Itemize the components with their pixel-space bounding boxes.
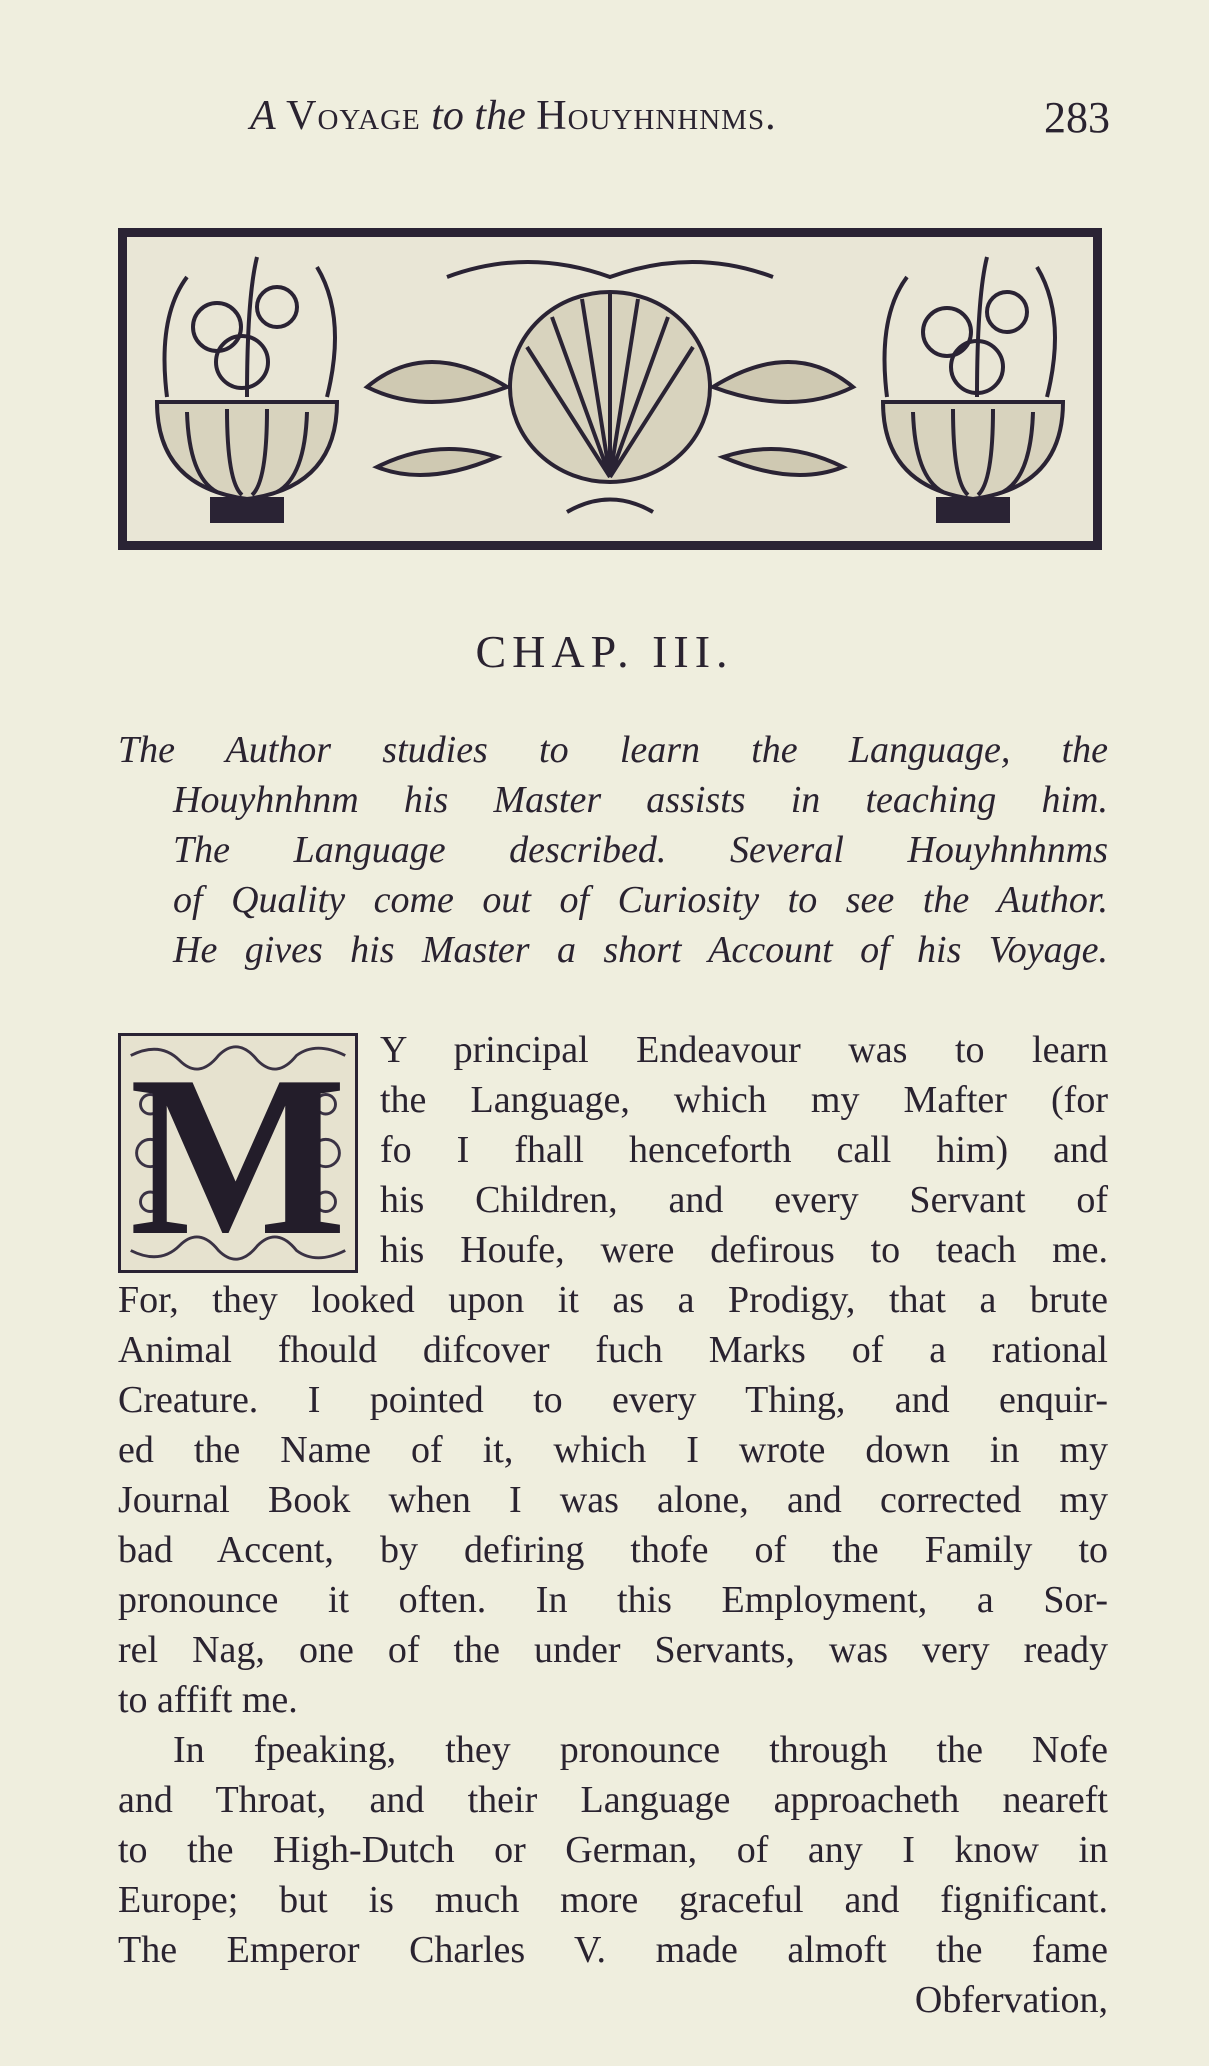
body-line: and Throat, and their Language approacheth neareft bbox=[118, 1779, 1108, 1821]
page-number: 283 bbox=[1044, 93, 1110, 142]
synopsis-line: He gives his Master a short Account of his Voyage. bbox=[173, 929, 1108, 971]
decorated-initial bbox=[118, 1028, 358, 1283]
chapter-heading: CHAP. III. bbox=[475, 626, 734, 677]
title-houyhnhnms: Houyhnhnms. bbox=[536, 93, 777, 139]
catchword: Obfervation, bbox=[914, 1979, 1108, 2021]
synopsis-line: of Quality come out of Curiosity to see the Author. bbox=[173, 879, 1108, 921]
body-line: rel Nag, one of the under Servants, was very ready bbox=[118, 1629, 1108, 1671]
synopsis-line: The Author studies to learn the Language, the bbox=[118, 729, 1108, 771]
title-article: A bbox=[250, 93, 276, 139]
title-to-the: to the bbox=[431, 93, 526, 139]
running-title bbox=[250, 92, 777, 140]
drop-cap-letter: M bbox=[129, 1028, 347, 1283]
body-line: Creature. I pointed to every Thing, and enquir- bbox=[118, 1379, 1108, 1421]
title-voyage: Voyage bbox=[286, 93, 421, 139]
body-line: to the High-Dutch or German, of any I know in bbox=[118, 1829, 1108, 1871]
body-line: his Children, and every Servant of bbox=[380, 1179, 1108, 1221]
body-line: fo I fhall henceforth call him) and bbox=[380, 1129, 1108, 1171]
synopsis-line: The Language described. Several Houyhnhnms bbox=[173, 829, 1108, 871]
headpiece-ornament bbox=[118, 228, 1102, 550]
running-header bbox=[250, 92, 1110, 152]
body-line: Journal Book when I was alone, and corrected my bbox=[118, 1479, 1108, 1521]
synopsis-line: Houyhnhnm his Master assists in teaching him. bbox=[173, 779, 1108, 821]
body-text bbox=[118, 1025, 1108, 2025]
body-line: Y principal Endeavour was to learn bbox=[380, 1029, 1108, 1071]
body-line: bad Accent, by defiring thofe of the Family to bbox=[118, 1529, 1108, 1571]
chapter-synopsis bbox=[118, 725, 1108, 975]
body-line: the Language, which my Mafter (for bbox=[380, 1079, 1108, 1121]
body-line: to affift me. bbox=[118, 1679, 298, 1721]
body-line: The Emperor Charles V. made almoft the fame bbox=[118, 1929, 1108, 1971]
body-line: his Houfe, were defirous to teach me. bbox=[380, 1229, 1108, 1271]
body-line: Europe; but is much more graceful and fignificant. bbox=[118, 1879, 1108, 1921]
body-line: For, they looked upon it as a Prodigy, that a brute bbox=[118, 1279, 1108, 1321]
body-line: ed the Name of it, which I wrote down in my bbox=[118, 1429, 1108, 1471]
body-line: In fpeaking, they pronounce through the Nofe bbox=[173, 1729, 1108, 1771]
body-line: Animal fhould difcover fuch Marks of a rational bbox=[118, 1329, 1108, 1371]
body-line: pronounce it often. In this Employment, a Sor- bbox=[118, 1579, 1108, 1621]
